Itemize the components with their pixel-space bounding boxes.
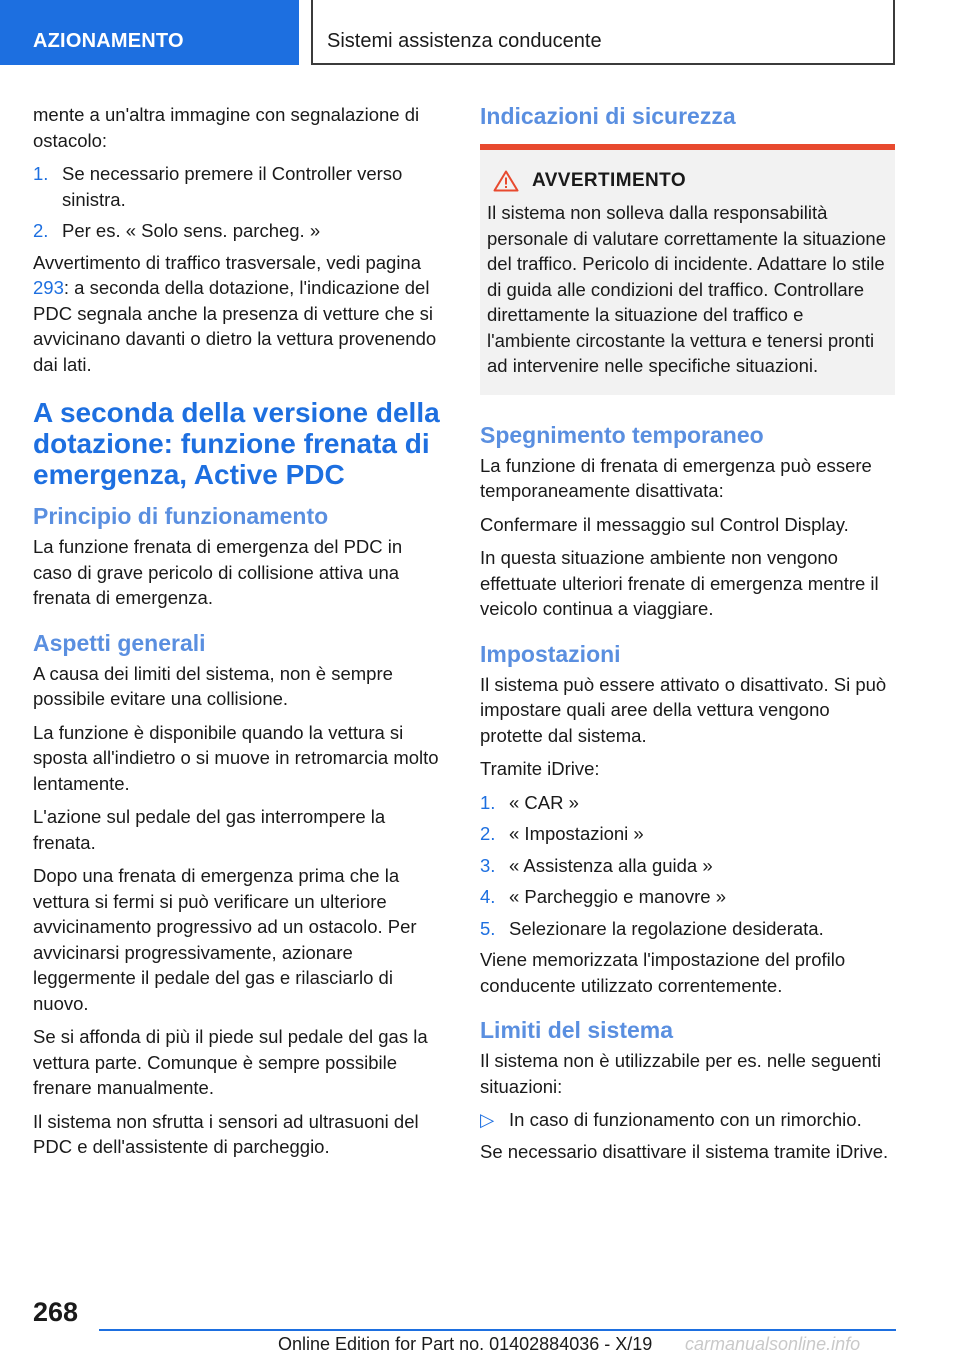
list-item: [480, 1107, 895, 1133]
subheading-limits: Limiti del sistema: [480, 1017, 674, 1043]
step-text: Selezionare la regolazione desiderata.: [509, 917, 824, 939]
settings-after-paragraph: Viene memorizzata l'impostazione del profilo conducente utilizzato correntemente.: [480, 949, 846, 996]
list-item: [480, 884, 895, 910]
warning-triangle-icon: [493, 170, 519, 192]
footer-edition: Online Edition for Part no. 01402884036 - X/19: [278, 1334, 653, 1354]
steps-list: [33, 161, 441, 244]
list-item: [480, 853, 895, 879]
list-item: [480, 916, 895, 942]
general-paragraph: A causa dei limiti del sistema, non è sempre possibile evitare una collisione.: [33, 662, 393, 709]
left-column: [33, 102, 441, 1168]
list-item: [480, 821, 895, 847]
warning-header: [493, 170, 887, 192]
step-text: Per es. « Solo sens. parcheg. »: [62, 220, 321, 241]
warning-text: Il sistema non solleva dalla responsabilità personale di valutare correttamente la situazione del traffico. Pericolo di incidente. Adattare lo stile di guida alle condizioni del traffico. Controllare direttamente la situazione del traffico e l'ambiente circostante la vettura e tenersi pronti ad intervenire nelle specifiche situazioni.: [487, 202, 887, 376]
list-item: [33, 218, 441, 244]
intro-paragraph: mente a un'altra immagine con segnalazione di ostacolo:: [33, 104, 420, 151]
step-text: « Assistenza alla guida »: [509, 854, 713, 876]
warning-title: AVVERTIMENTO: [532, 170, 686, 191]
subheading-principle: Principio di funzionamento: [33, 503, 329, 529]
step-text: « Parcheggio e manovre »: [509, 886, 726, 907]
step-number: 1.: [480, 791, 496, 813]
header-section-label: AZIONAMENTO: [33, 30, 184, 52]
cross-traffic-pre: Avvertimento di traffico trasversale, vedi pagina: [33, 251, 422, 273]
page-reference-link[interactable]: 293: [33, 277, 64, 298]
step-number: 3.: [480, 854, 496, 876]
temp-paragraph: In questa situazione ambiente non vengono effettuate ulteriori frenate di emergenza mentre il veicolo continua a viaggiare.: [480, 547, 879, 619]
right-column: [480, 102, 895, 1172]
principle-paragraph: La funzione frenata di emergenza del PDC in caso di grave pericolo di collisione attiva una frenata di emergenza.: [33, 536, 403, 608]
general-paragraph: Se si affonda di più il piede sul pedale del gas la vettura parte. Comunque è sempre possibile frenare manualmente.: [33, 1026, 428, 1098]
limits-after-paragraph: Se necessario disattivare il sistema tramite iDrive.: [480, 1140, 889, 1162]
list-item: [33, 161, 441, 212]
general-paragraph: Dopo una frenata di emergenza prima che la vettura si fermi si può verificare un ulteriore avvicinamento progressivo ad un ostacolo. Per avvicinarsi progressivamente, azionare leggermente il pedale del gas e rilasciarlo di nuovo.: [33, 865, 417, 1014]
footer-divider: [99, 1329, 896, 1331]
temp-paragraph: La funzione di frenata di emergenza può essere temporaneamente disattivata:: [480, 454, 872, 501]
list-item: [480, 790, 895, 816]
step-number: 1.: [33, 163, 49, 184]
general-paragraph: La funzione è disponibile quando la vettura si sposta all'indietro o si muove in retromarcia molto lentamente.: [33, 721, 439, 794]
subheading-temporary: Spegnimento temporaneo: [480, 421, 764, 448]
page-number: 268: [33, 1297, 79, 1327]
step-text: « CAR »: [509, 791, 579, 813]
step-number: 4.: [480, 886, 496, 907]
step-text: Se necessario premere il Controller verso sinistra.: [62, 163, 403, 210]
bullet-triangle-icon: ▷: [480, 1109, 495, 1130]
watermark: carmanualsonline.info: [685, 1334, 861, 1354]
general-paragraph: Il sistema non sfrutta i sensori ad ultrasuoni del PDC e dell'assistente di parcheggio.: [33, 1110, 419, 1157]
step-number: 2.: [33, 220, 49, 241]
warning-box: [480, 144, 895, 395]
settings-steps-list: [480, 790, 895, 942]
header-section-tab: [0, 0, 299, 65]
step-number: 5.: [480, 917, 496, 939]
settings-paragraph: Il sistema può essere attivato o disattivato. Si può impostare quali aree della vettura vengono protette dal sistema.: [480, 673, 887, 746]
header-chapter-label: Sistemi assistenza conducente: [327, 30, 602, 52]
header-chapter-tab: [311, 0, 895, 65]
subheading-settings: Impostazioni: [480, 640, 621, 667]
section-heading: A seconda della versione della dotazione: funzione frenata di emergenza, Active PDC: [33, 397, 440, 490]
temp-paragraph: Confermare il messaggio sul Control Display.: [480, 513, 849, 535]
general-paragraph: L'azione sul pedale del gas interrompere la frenata.: [33, 806, 386, 853]
cross-traffic-post: : a seconda della dotazione, l'indicazione del PDC segnala anche la presenza di vetture che si avvicinano davanti o dietro la vettura provenendo dai lati.: [33, 277, 437, 375]
bullet-text: In caso di funzionamento con un rimorchio.: [509, 1109, 862, 1130]
step-number: 2.: [480, 823, 496, 844]
subheading-safety: Indicazioni di sicurezza: [480, 103, 736, 129]
limits-list: [480, 1107, 895, 1133]
subheading-general: Aspetti generali: [33, 629, 206, 656]
settings-paragraph: Tramite iDrive:: [480, 758, 600, 779]
cross-traffic-paragraph: [33, 250, 441, 378]
limits-paragraph: Il sistema non è utilizzabile per es. nelle seguenti situazioni:: [480, 1050, 882, 1097]
step-text: « Impostazioni »: [509, 823, 644, 844]
